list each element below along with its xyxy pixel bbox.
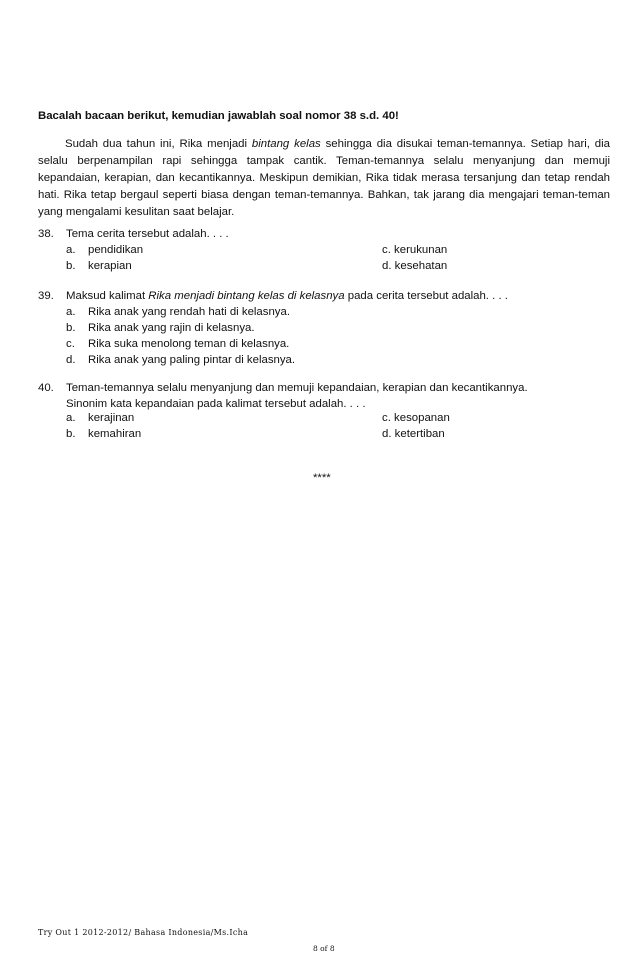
footer-text: Try Out 1 2012-2012/ Bahasa Indonesia/Ms.Icha <box>38 928 249 937</box>
question-number: 38. <box>38 228 54 240</box>
passage-text: Sudah dua tahun ini, Rika menjadi <box>65 138 252 150</box>
reading-passage <box>38 136 610 221</box>
page-number: 8 of 8 <box>313 944 335 953</box>
end-marker: **** <box>313 472 331 484</box>
passage-italic-phrase: bintang kelas <box>251 138 321 150</box>
passage-text: sehingga dia disukai teman-temannya. Setiap hari, dia selalu berpenampilan rapi sehingga tampak cantik. Teman-temannya selalu menyanjung dan memuji kepandaian, kerapian, dan kecantikannya. Meskipun demikian, Rika tidak merasa tersanjung dan tetap rendah hati. Rika tetap bergaul seperti biasa dengan teman-temannya. Bahkan, tak jarang dia mengajari teman-teman yang mengalami kesulitan saat belajar. <box>38 138 610 218</box>
question-stem: Tema cerita tersebut adalah. . . . <box>66 228 229 240</box>
instruction: Bacalah bacaan berikut, kemudian jawablah soal nomor 38 s.d. 40! <box>38 110 399 122</box>
question-number: 39. <box>38 290 54 302</box>
option-38c[interactable]: c. kerukunan <box>382 244 448 256</box>
question-number: 40. <box>38 382 54 394</box>
option-40a[interactable]: a. kerajinan <box>66 412 135 424</box>
option-39d[interactable]: d. Rika anak yang paling pintar di kelasnya. <box>66 354 296 366</box>
option-40c[interactable]: c. kesopanan <box>382 412 450 424</box>
question-stem-line2: Sinonim kata kepandaian pada kalimat tersebut adalah. . . . <box>66 398 366 410</box>
option-40d[interactable]: d. ketertiban <box>382 428 445 440</box>
question-stem: Teman-temannya selalu menyanjung dan memuji kepandaian, kerapian dan kecantikannya. <box>66 382 528 394</box>
option-39c[interactable]: c. Rika suka menolong teman di kelasnya. <box>66 338 290 350</box>
option-39b[interactable]: b. Rika anak yang rajin di kelasnya. <box>66 322 255 334</box>
question-stem: Maksud kalimat Rika menjadi bintang kelas di kelasnya pada cerita tersebut adalah. . . . <box>66 290 508 302</box>
option-38a[interactable]: a. pendidikan <box>66 244 144 256</box>
option-39a[interactable]: a. Rika anak yang rendah hati di kelasnya. <box>66 306 290 318</box>
option-40b[interactable]: b. kemahiran <box>66 428 142 440</box>
option-38d[interactable]: d. kesehatan <box>382 260 448 272</box>
option-38b[interactable]: b. kerapian <box>66 260 132 272</box>
